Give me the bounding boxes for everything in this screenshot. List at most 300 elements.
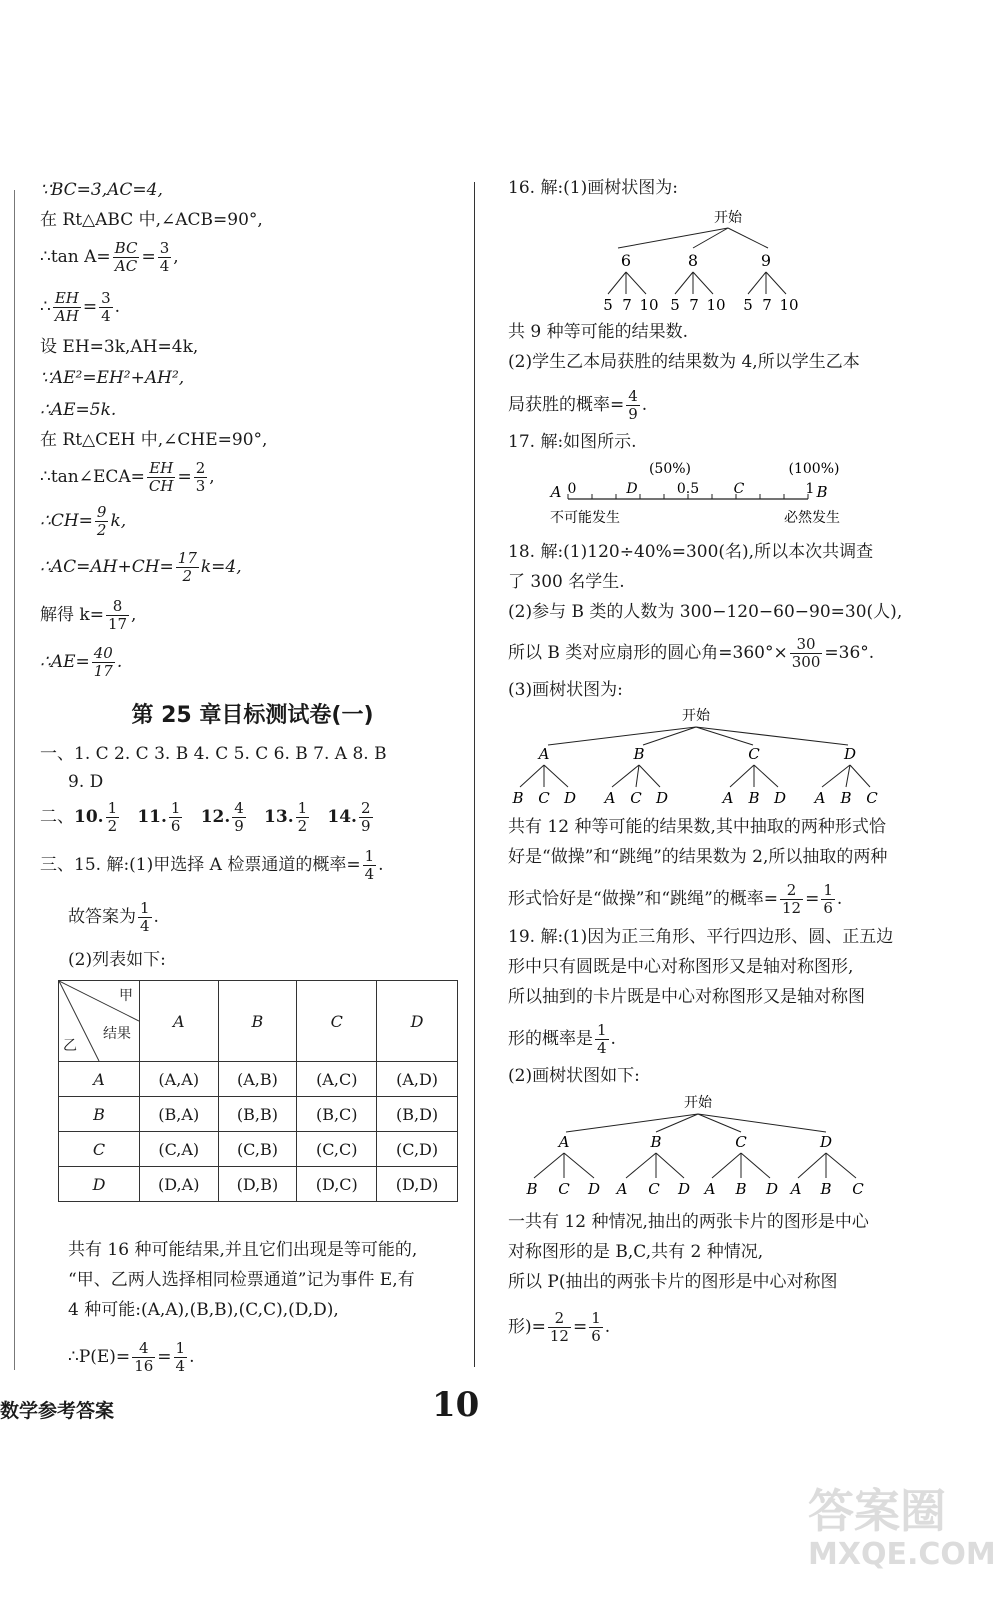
tree-leaf: C — [630, 789, 642, 807]
table-cell: (C,B) — [218, 1132, 297, 1167]
tree-leaf: D — [677, 1180, 691, 1198]
text: 二、 — [40, 807, 74, 827]
text-line: 共有 12 种等可能的结果数,其中抽取的两种形式恰 — [508, 817, 886, 837]
tree-branch — [798, 1153, 826, 1178]
fraction — [53, 290, 81, 325]
fraction — [106, 598, 129, 633]
formula-line — [508, 1310, 610, 1345]
denominator: 4 — [159, 257, 170, 275]
corner-top-label: 甲 — [119, 988, 133, 1004]
tree-branch — [626, 272, 646, 294]
formula-line — [508, 882, 842, 917]
formula-line — [40, 598, 136, 633]
fraction — [147, 460, 176, 495]
numerator: 4 — [234, 799, 244, 817]
denominator: 300 — [791, 653, 821, 671]
denominator: 12 — [549, 1327, 569, 1345]
text: ∴CH= — [40, 511, 93, 531]
fraction — [176, 550, 199, 585]
denominator: 4 — [101, 307, 111, 325]
table-row — [59, 1097, 458, 1132]
tree-branch — [626, 1153, 656, 1178]
numerator: 8 — [106, 598, 129, 616]
table-cell: (C,C) — [297, 1132, 377, 1167]
table-cell: (C,A) — [140, 1132, 219, 1167]
page-number: 10 — [432, 1385, 480, 1425]
text-line: 共 9 种等可能的结果数. — [508, 322, 689, 342]
tree-branch — [656, 1153, 684, 1178]
tree-leaf: B — [526, 1180, 538, 1198]
text: 13. — [264, 807, 294, 827]
tree-branch — [534, 1153, 564, 1178]
numerator: 1 — [823, 881, 833, 899]
tree-root: 开始 — [684, 1095, 712, 1111]
text-line: (3)画树状图为: — [508, 680, 623, 700]
tree-branch — [675, 272, 693, 294]
text-line: (2)参与 B 类的人数为 300−120−60−90=30(人), — [508, 602, 903, 622]
tree-branch — [548, 727, 696, 745]
tree-leaf: C — [852, 1180, 864, 1198]
tree-branch — [693, 272, 713, 294]
numerator: 1 — [170, 799, 181, 817]
tree-leaf: D — [655, 789, 669, 807]
point-label: A — [550, 483, 562, 501]
fraction — [194, 460, 208, 495]
row-header-cell: A — [59, 1062, 140, 1097]
fraction — [95, 504, 109, 539]
text-line: (2)学生乙本局获胜的结果数为 4,所以学生乙本 — [508, 352, 860, 372]
text-line: 17. 解:如图所示. — [508, 432, 637, 452]
tree-branch — [826, 1153, 856, 1178]
page-edge-line — [14, 190, 15, 1370]
denominator: 6 — [823, 899, 833, 917]
text-line: 好是“做操”和“跳绳”的结果数为 2,所以抽取的两种 — [508, 847, 888, 867]
table-row — [59, 1167, 458, 1202]
fraction — [138, 900, 152, 935]
formula-line — [40, 848, 384, 883]
fraction — [821, 882, 835, 917]
denominator: 9 — [234, 817, 244, 835]
watermark-logo-text: 答案圈 — [808, 1484, 946, 1538]
text: . — [189, 1347, 195, 1367]
tree-leaf: 5 — [603, 296, 613, 314]
text-line: 设 EH=3k,AH=4k, — [40, 337, 199, 357]
text-line: 一共有 12 种情况,抽出的两张卡片的图形是中心 — [508, 1212, 869, 1232]
probability-number-line — [546, 455, 876, 535]
text: 10. — [74, 807, 104, 827]
text-line: 了 300 名学生. — [508, 572, 625, 592]
table-cell: (D,D) — [377, 1167, 458, 1202]
subtree — [813, 765, 879, 807]
tree-node: D — [843, 745, 857, 763]
text: = — [177, 467, 192, 487]
tree-leaf: 7 — [622, 296, 632, 314]
tree-leaf: D — [563, 789, 577, 807]
table-cell: (D,B) — [218, 1167, 297, 1202]
tree-branch — [696, 727, 753, 745]
tree-leaf: D — [773, 789, 787, 807]
table-cell: (D,C) — [297, 1167, 377, 1202]
text: ∴AE= — [40, 652, 90, 672]
text: . — [153, 907, 159, 927]
formula-line — [40, 240, 179, 275]
tree-branch — [608, 272, 626, 294]
text: k, — [110, 511, 127, 531]
text-line: 所以 P(抽出的两张卡片的图形是中心对称图 — [508, 1272, 838, 1292]
tree-leaf: B — [840, 789, 852, 807]
tree-branch — [748, 272, 766, 294]
text: 形式恰好是“做操”和“跳绳”的概率= — [508, 889, 779, 909]
tree-branch — [766, 272, 786, 294]
text: =36°. — [824, 643, 875, 663]
numerator: 2 — [195, 459, 206, 477]
text: 形的概率是 — [508, 1029, 593, 1049]
text: ∴tan A= — [40, 247, 111, 267]
tree-leaf: B — [820, 1180, 832, 1198]
fraction — [169, 800, 183, 835]
tree-leaf: D — [765, 1180, 779, 1198]
text: , — [131, 605, 137, 625]
denominator: 4 — [175, 1357, 186, 1375]
formula-line — [508, 1022, 616, 1057]
tree-branch — [728, 228, 768, 248]
fraction — [595, 1022, 609, 1057]
pct-label: (50%) — [648, 461, 692, 477]
table-cell: (A,C) — [297, 1062, 377, 1097]
mc-answers-line: 一、1. C 2. C 3. B 4. C 5. C 6. B 7. A 8. B — [40, 744, 387, 764]
denominator: 2 — [182, 567, 193, 585]
subtree — [603, 765, 668, 807]
axis-caption-right: 必然发生 — [784, 510, 840, 526]
text: = — [157, 1347, 172, 1367]
footer-title: 数学参考答案 — [0, 1400, 115, 1422]
tree-leaf: 5 — [670, 296, 680, 314]
table-cell: (B,C) — [297, 1097, 377, 1132]
denominator: 17 — [93, 662, 113, 680]
fraction — [548, 1310, 571, 1345]
denominator: 4 — [140, 917, 150, 935]
denominator: 4 — [597, 1039, 607, 1057]
numerator: 1 — [591, 1309, 601, 1327]
tree-leaf: D — [587, 1180, 601, 1198]
numerator: 9 — [96, 503, 107, 521]
tree-branch — [696, 727, 848, 745]
corner-mid-label: 结果 — [103, 1026, 131, 1042]
fraction — [626, 388, 640, 423]
text-line: (2)列表如下: — [68, 950, 166, 970]
tree-leaf: 7 — [762, 296, 772, 314]
numerator: 3 — [159, 239, 170, 257]
subtree — [511, 765, 576, 807]
tree-leaf: B — [748, 789, 760, 807]
denominator: 2 — [107, 817, 118, 835]
fraction — [106, 800, 120, 835]
text-line: 形中只有圆既是中心对称图形又是轴对称图形, — [508, 957, 854, 977]
tree-leaf: A — [722, 789, 734, 807]
text: . — [604, 1317, 611, 1337]
text: = — [141, 247, 156, 267]
fraction — [132, 1340, 155, 1375]
point-label: 0.5 — [676, 481, 700, 497]
text-line: (2)画树状图如下: — [508, 1066, 640, 1086]
text: 所以 B 类对应扇形的圆心角=360°× — [508, 643, 788, 663]
tree-leaf: A — [604, 789, 616, 807]
text: 局获胜的概率= — [508, 395, 625, 415]
tree-leaf: C — [538, 789, 550, 807]
corner-bottom-label: 乙 — [63, 1038, 77, 1054]
table-cell: (A,D) — [377, 1062, 458, 1097]
tree-node: B — [633, 745, 645, 763]
watermark — [808, 1485, 996, 1573]
numerator: 3 — [101, 289, 111, 307]
table-cell: (C,D) — [377, 1132, 458, 1167]
tree-leaf: C — [866, 789, 878, 807]
tree-branch — [612, 765, 639, 787]
numerator: 40 — [93, 644, 113, 662]
tree-branch — [850, 765, 870, 787]
tree-leaf: B — [512, 789, 524, 807]
numerator: 4 — [132, 1340, 155, 1358]
text-line: 16. 解:(1)画树状图为: — [508, 178, 678, 198]
tree-branch — [698, 1114, 826, 1132]
tree-leaf: A — [616, 1180, 628, 1198]
formula-line — [68, 900, 159, 935]
numerator: 1 — [107, 799, 118, 817]
tree-leaf: A — [790, 1180, 802, 1198]
fraction — [589, 1310, 603, 1345]
fraction — [780, 882, 803, 917]
subtree — [789, 1153, 865, 1198]
text-line: ∵BC=3,AC=4, — [40, 180, 163, 200]
text: , — [173, 247, 179, 267]
tree-branch — [639, 765, 660, 787]
text: . — [114, 297, 121, 317]
text-line: ∴AE=5k. — [40, 400, 117, 420]
tree-root: 开始 — [682, 708, 710, 724]
tree-node: A — [538, 745, 550, 763]
text-line: 对称图形的是 B,C,共有 2 种情况, — [508, 1242, 764, 1262]
tree-branch — [544, 765, 568, 787]
text: , — [209, 467, 215, 487]
tree-branch — [741, 1153, 770, 1178]
table-header-cell: B — [218, 981, 297, 1062]
tree-leaf: C — [648, 1180, 660, 1198]
table-cell: (B,A) — [140, 1097, 219, 1132]
tree-node: D — [819, 1133, 833, 1151]
denominator: 16 — [134, 1357, 154, 1375]
text: 12. — [200, 807, 231, 827]
numerator: 4 — [628, 387, 638, 405]
section-heading: 第 25 章目标测试卷(一) — [131, 703, 374, 728]
tree-leaf: A — [814, 789, 826, 807]
fraction — [296, 800, 310, 835]
tree-node: C — [735, 1133, 747, 1151]
tree-branch — [822, 765, 850, 787]
formula-line — [40, 504, 126, 539]
text-line: 所以抽到的卡片既是中心对称图形又是轴对称图 — [508, 987, 865, 1007]
numerator: 2 — [360, 799, 371, 817]
text-line: 4 种可能:(A,A),(B,B),(C,C),(D,D), — [68, 1300, 339, 1320]
text-line: 18. 解:(1)120÷40%=300(名),所以本次共调查 — [508, 542, 874, 562]
numerator: 1 — [140, 899, 150, 917]
text: = — [805, 889, 820, 909]
tree-diagram-3 — [516, 1092, 896, 1202]
tree-leaf: C — [558, 1180, 570, 1198]
denominator: 4 — [364, 865, 375, 883]
table-header-cell: D — [377, 981, 458, 1062]
numerator: EH — [147, 460, 176, 478]
formula-line — [508, 636, 874, 671]
denominator: 6 — [591, 1327, 601, 1345]
table-corner-cell — [59, 981, 140, 1062]
point-label: 0 — [567, 481, 577, 497]
text: . — [378, 855, 384, 875]
denominator: 9 — [360, 817, 371, 835]
subtree — [703, 1153, 778, 1198]
table-row — [59, 1132, 458, 1167]
tree-node: 9 — [760, 251, 772, 270]
text: 解得 k= — [40, 605, 104, 625]
point-label: C — [733, 481, 745, 497]
table-header-cell: A — [140, 981, 219, 1062]
tree-branch — [636, 765, 639, 787]
table-cell: (B,B) — [218, 1097, 297, 1132]
text: 三、15. 解:(1)甲选择 A 检票通道的概率= — [40, 855, 361, 875]
result-table — [58, 980, 458, 1202]
text: . — [610, 1029, 616, 1049]
tree-leaf: A — [704, 1180, 716, 1198]
text: 11. — [137, 807, 167, 827]
numerator: BC — [114, 239, 138, 257]
denominator: 12 — [782, 899, 802, 917]
tree-node: 8 — [687, 251, 699, 270]
tree-root: 开始 — [714, 210, 742, 226]
point-label: 1 — [805, 481, 815, 497]
tree-node: B — [650, 1133, 662, 1151]
numerator: 30 — [790, 636, 823, 654]
mc-answers-line: 9. D — [68, 772, 104, 792]
tree-node: C — [748, 745, 760, 763]
formula-line — [40, 460, 215, 495]
formula-line — [40, 645, 122, 680]
numerator: 1 — [597, 1021, 607, 1039]
text: 故答案为 — [68, 907, 136, 927]
denominator: 2 — [297, 817, 308, 835]
tree-branch — [643, 727, 696, 745]
formula-line — [508, 388, 647, 423]
subtree — [615, 1153, 690, 1198]
row-header-cell: C — [59, 1132, 140, 1167]
denominator: 6 — [170, 817, 181, 835]
tree-leaf: 7 — [689, 296, 699, 314]
formula-line — [40, 290, 120, 325]
fraction — [113, 240, 140, 275]
subtree — [721, 765, 786, 807]
numerator: 1 — [297, 799, 308, 817]
point-label: B — [816, 483, 828, 501]
denominator: 3 — [195, 477, 206, 495]
subtree — [670, 272, 725, 314]
axis-caption-left: 不可能发生 — [550, 510, 620, 526]
tree-leaf: 10 — [779, 296, 799, 314]
text: 形)= — [508, 1317, 546, 1337]
row-header-cell: B — [59, 1097, 140, 1132]
numerator: EH — [54, 289, 79, 307]
formula-line — [68, 1340, 194, 1375]
tree-leaf: 10 — [706, 296, 726, 314]
numerator: 1 — [175, 1339, 186, 1357]
fraction — [363, 848, 377, 883]
tree-branch — [754, 765, 778, 787]
denominator: AC — [114, 257, 138, 275]
numerator: 2 — [780, 882, 803, 900]
text: = — [572, 1317, 588, 1337]
text-line: “甲、乙两人选择相同检票通道”记为事件 E,有 — [68, 1270, 415, 1290]
subtree — [603, 272, 658, 314]
table-cell: (B,D) — [377, 1097, 458, 1132]
fraction — [359, 800, 373, 835]
numerator: 1 — [364, 847, 375, 865]
row-header-cell: D — [59, 1167, 140, 1202]
table-row — [59, 1062, 458, 1097]
tree-diagram-2 — [508, 705, 888, 810]
tree-node: 6 — [620, 251, 632, 270]
fraction — [158, 240, 172, 275]
tree-branch — [730, 765, 754, 787]
text: ∴P(E)= — [68, 1347, 131, 1367]
numerator: 2 — [548, 1310, 571, 1328]
subtree — [743, 272, 798, 314]
fraction — [174, 1340, 188, 1375]
table-cell: (A,B) — [218, 1062, 297, 1097]
text: ∴tan∠ECA= — [40, 467, 145, 487]
denominator: 9 — [628, 405, 638, 423]
text-line: 在 Rt△ABC 中,∠ACB=90°, — [40, 210, 263, 230]
text: k=4, — [200, 557, 242, 577]
fraction — [790, 636, 823, 671]
column-divider — [474, 182, 475, 1367]
tree-branch — [712, 1153, 741, 1178]
tree-branch — [564, 1153, 594, 1178]
text: . — [836, 889, 843, 909]
table-cell: (D,A) — [140, 1167, 219, 1202]
fraction — [99, 290, 113, 325]
tree-leaf: 10 — [639, 296, 659, 314]
denominator: 2 — [96, 521, 107, 539]
watermark-url: MXQE.COM — [808, 1537, 996, 1572]
text: = — [82, 297, 98, 317]
denominator: 17 — [107, 615, 128, 633]
tree-branch — [520, 765, 544, 787]
formula-line — [40, 550, 242, 585]
fraction — [232, 800, 246, 835]
table-header-row — [59, 981, 458, 1062]
tree-leaf: B — [735, 1180, 747, 1198]
subtree — [525, 1153, 600, 1198]
fill-answers-line — [40, 800, 375, 835]
tree-node: A — [558, 1133, 570, 1151]
table-header-cell: C — [297, 981, 377, 1062]
denominator: AH — [54, 307, 79, 325]
tree-leaf: 5 — [743, 296, 753, 314]
table-cell: (A,A) — [140, 1062, 219, 1097]
text: ∴ — [40, 297, 51, 317]
denominator: CH — [148, 477, 174, 495]
text: . — [641, 395, 648, 415]
numerator: 17 — [177, 549, 197, 567]
tree-diagram-1 — [548, 204, 868, 316]
text-line: 共有 16 种可能结果,并且它们出现是等可能的, — [68, 1240, 418, 1260]
